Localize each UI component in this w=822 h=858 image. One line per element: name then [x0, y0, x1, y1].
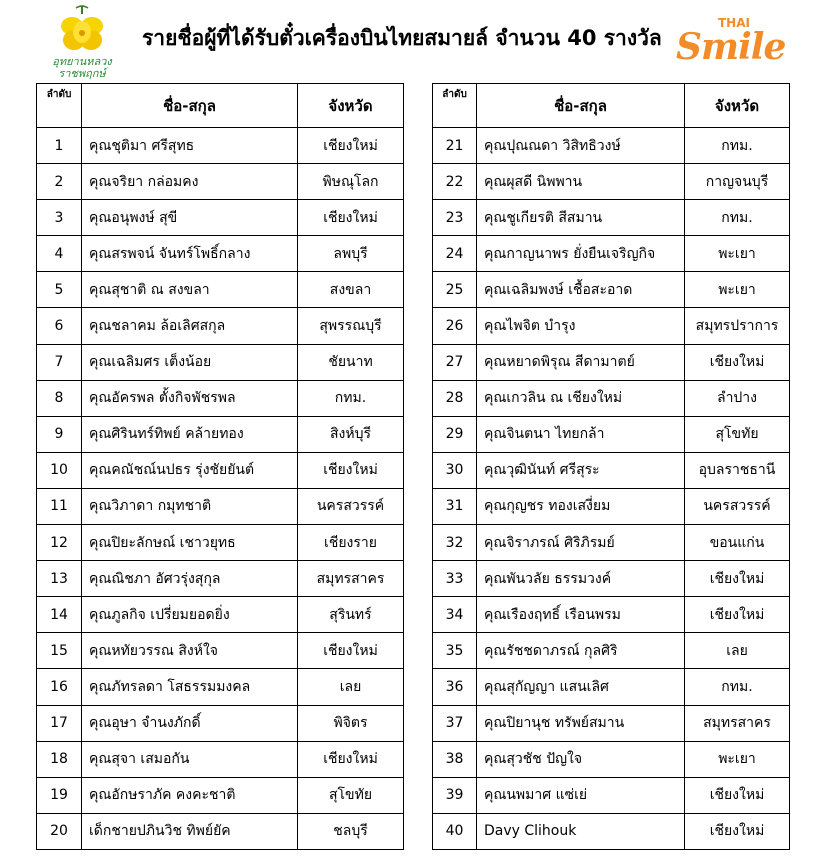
table-row [37, 416, 404, 452]
cell-no: 14 [37, 597, 82, 633]
cell-name: คุณอุษา จำนงภักดิ์ [82, 705, 298, 741]
table-row [433, 164, 790, 200]
smile-logo-word: Smile [676, 26, 786, 68]
table-row [37, 308, 404, 344]
cell-province: กทม. [685, 200, 790, 236]
cell-province: กทม. [298, 380, 404, 416]
thai-logo-prefix: THAI [718, 16, 750, 30]
cell-name: คุณรัชชดาภรณ์ กุลศิริ [477, 633, 685, 669]
park-logo-text: อุทยานหลวงราชพฤกษ์ [52, 55, 112, 80]
cell-no: 3 [37, 200, 82, 236]
table-row [433, 128, 790, 164]
cell-province: สุโขทัย [685, 416, 790, 452]
cell-name: คุณณิชภา อัศวรุ่งสุกุล [82, 561, 298, 597]
cell-no: 13 [37, 561, 82, 597]
cell-no: 38 [433, 741, 477, 777]
cell-name: คุณสรพจน์ จันทร์โพธิ์กลาง [82, 236, 298, 272]
cell-no: 11 [37, 488, 82, 524]
table-row [37, 380, 404, 416]
ratchaphruek-park-logo [40, 4, 124, 80]
table-row [37, 705, 404, 741]
cell-name: คุณสุชาติ ณ สงขลา [82, 272, 298, 308]
cell-province: สุพรรณบุรี [298, 308, 404, 344]
cell-province: เชียงใหม่ [298, 741, 404, 777]
cell-name: Davy Clihouk [477, 813, 685, 849]
table-row [433, 200, 790, 236]
cell-no: 40 [433, 813, 477, 849]
thai-smile-logo [670, 10, 786, 70]
cell-province: พิษณุโลก [298, 164, 404, 200]
cell-province: ขอนแก่น [685, 525, 790, 561]
cell-name: เด็กชายปภินวิช ทิพย์ยัค [82, 813, 298, 849]
cell-name: คุณสุจา เสมอกัน [82, 741, 298, 777]
table-row [37, 128, 404, 164]
cell-no: 30 [433, 452, 477, 488]
cell-no: 12 [37, 525, 82, 561]
cell-province: เชียงราย [298, 525, 404, 561]
cell-name: คุณเฉลิมพงษ์ เชื้อสะอาด [477, 272, 685, 308]
cell-name: คุณวิภาดา กมุทชาติ [82, 488, 298, 524]
cell-no: 27 [433, 344, 477, 380]
cell-name: คุณอักษราภัค คงคะชาติ [82, 777, 298, 813]
table-row [37, 344, 404, 380]
cell-province: เชียงใหม่ [685, 561, 790, 597]
cell-name: คุณชลาคม ล้อเลิศสกุล [82, 308, 298, 344]
table-row [37, 236, 404, 272]
cell-no: 16 [37, 669, 82, 705]
cell-name: คุณคณัชณ์นปธร รุ่งชัยยันต์ [82, 452, 298, 488]
cell-province: พะเยา [685, 236, 790, 272]
cell-no: 23 [433, 200, 477, 236]
cell-name: คุณเฉลิมศร เต็งน้อย [82, 344, 298, 380]
table-row [433, 597, 790, 633]
cell-name: คุณหยาดพิรุณ สีดามาตย์ [477, 344, 685, 380]
cell-name: คุณอนุพงษ์ สุขี [82, 200, 298, 236]
table-row [433, 633, 790, 669]
table-row [37, 597, 404, 633]
cell-no: 15 [37, 633, 82, 669]
cell-no: 17 [37, 705, 82, 741]
cell-province: กทม. [685, 669, 790, 705]
cell-province: พะเยา [685, 272, 790, 308]
cell-no: 9 [37, 416, 82, 452]
yellow-flower-icon [54, 4, 110, 58]
table-header-row [37, 84, 404, 128]
cell-no: 28 [433, 380, 477, 416]
cell-name: คุณศิรินทร์ทิพย์ คล้ายทอง [82, 416, 298, 452]
table-row [37, 777, 404, 813]
table-row [37, 813, 404, 849]
cell-name: คุณไพจิต บำรุง [477, 308, 685, 344]
cell-province: เลย [298, 669, 404, 705]
cell-name: คุณนพมาศ แซ่เย่ [477, 777, 685, 813]
cell-province: นครสวรรค์ [685, 488, 790, 524]
table-row [433, 272, 790, 308]
table-header-row [433, 84, 790, 128]
cell-no: 19 [37, 777, 82, 813]
table-row [433, 561, 790, 597]
cell-province: เชียงใหม่ [685, 597, 790, 633]
page-title: รายชื่อผู้ที่ได้รับตั๋วเครื่องบินไทยสมายล์ จำนวน 40 รางวัล [142, 26, 662, 50]
column-header-province: จังหวัด [298, 84, 404, 128]
cell-province: นครสวรรค์ [298, 488, 404, 524]
cell-province: สมุทรสาคร [298, 561, 404, 597]
cell-no: 32 [433, 525, 477, 561]
cell-name: คุณชูเกียรติ สีสมาน [477, 200, 685, 236]
cell-name: คุณภัทรลดา โสธรรมมงคล [82, 669, 298, 705]
cell-province: เชียงใหม่ [685, 813, 790, 849]
winners-table-left [36, 83, 404, 850]
cell-name: คุณเรืองฤทธิ์ เรือนพรม [477, 597, 685, 633]
cell-province: เชียงใหม่ [298, 452, 404, 488]
cell-name: คุณผุสดี นิพพาน [477, 164, 685, 200]
table-row [433, 452, 790, 488]
cell-no: 36 [433, 669, 477, 705]
cell-name: คุณปุณณดา วิสิทธิวงษ์ [477, 128, 685, 164]
table-row [433, 344, 790, 380]
cell-no: 10 [37, 452, 82, 488]
table-row [433, 741, 790, 777]
cell-province: พิจิตร [298, 705, 404, 741]
cell-province: เชียงใหม่ [298, 200, 404, 236]
cell-no: 8 [37, 380, 82, 416]
cell-province: กทม. [685, 128, 790, 164]
table-row [37, 200, 404, 236]
column-header-no: ลำดับ [433, 84, 477, 128]
table-row [433, 813, 790, 849]
cell-province: ชัยนาท [298, 344, 404, 380]
table-row [433, 416, 790, 452]
table-row [37, 488, 404, 524]
cell-no: 24 [433, 236, 477, 272]
cell-name: คุณวุฒินันท์ ศรีสุระ [477, 452, 685, 488]
table-row [37, 525, 404, 561]
table-row [37, 164, 404, 200]
cell-no: 20 [37, 813, 82, 849]
table-row [433, 705, 790, 741]
cell-no: 2 [37, 164, 82, 200]
cell-no: 35 [433, 633, 477, 669]
column-header-name: ชื่อ-สกุล [477, 84, 685, 128]
cell-no: 4 [37, 236, 82, 272]
table-row [37, 452, 404, 488]
cell-name: คุณปิยะลักษณ์ เชาวยุทธ [82, 525, 298, 561]
cell-province: อุบลราชธานี [685, 452, 790, 488]
cell-province: สมุทรปราการ [685, 308, 790, 344]
cell-province: สุรินทร์ [298, 597, 404, 633]
cell-no: 7 [37, 344, 82, 380]
cell-no: 5 [37, 272, 82, 308]
cell-name: คุณกุญชร ทองเสงี่ยม [477, 488, 685, 524]
cell-province: เชียงใหม่ [685, 777, 790, 813]
cell-province: สุโขทัย [298, 777, 404, 813]
table-row [37, 669, 404, 705]
cell-province: สงขลา [298, 272, 404, 308]
cell-no: 34 [433, 597, 477, 633]
cell-name: คุณสุกัญญา แสนเลิศ [477, 669, 685, 705]
table-row [433, 236, 790, 272]
cell-province: ลพบุรี [298, 236, 404, 272]
cell-name: คุณจินตนา ไทยกล้า [477, 416, 685, 452]
cell-province: ชลบุรี [298, 813, 404, 849]
cell-no: 22 [433, 164, 477, 200]
cell-province: เชียงใหม่ [298, 633, 404, 669]
cell-province: พะเยา [685, 741, 790, 777]
cell-no: 37 [433, 705, 477, 741]
cell-no: 26 [433, 308, 477, 344]
cell-province: เลย [685, 633, 790, 669]
winners-table-right [432, 83, 790, 850]
cell-name: คุณพันวลัย ธรรมวงค์ [477, 561, 685, 597]
column-header-no: ลำดับ [37, 84, 82, 128]
table-row [37, 272, 404, 308]
cell-no: 21 [433, 128, 477, 164]
cell-name: คุณสุวชัช ปัญใจ [477, 741, 685, 777]
cell-province: เชียงใหม่ [298, 128, 404, 164]
cell-no: 18 [37, 741, 82, 777]
cell-no: 33 [433, 561, 477, 597]
cell-no: 29 [433, 416, 477, 452]
cell-name: คุณอัครพล ตั้งกิจพัชรพล [82, 380, 298, 416]
cell-name: คุณจิราภรณ์ ศิริภิรมย์ [477, 525, 685, 561]
table-row [433, 380, 790, 416]
cell-name: คุณจริยา กล่อมคง [82, 164, 298, 200]
cell-no: 1 [37, 128, 82, 164]
cell-province: ลำปาง [685, 380, 790, 416]
cell-no: 25 [433, 272, 477, 308]
table-row [433, 488, 790, 524]
cell-province: เชียงใหม่ [685, 344, 790, 380]
cell-name: คุณหทัยวรรณ สิงห์ใจ [82, 633, 298, 669]
cell-name: คุณปิยานุช ทรัพย์สมาน [477, 705, 685, 741]
cell-province: สิงห์บุรี [298, 416, 404, 452]
table-row [37, 633, 404, 669]
cell-name: คุณกาญนาพร ยั่งยืนเจริญกิจ [477, 236, 685, 272]
cell-province: กาญจนบุรี [685, 164, 790, 200]
cell-no: 31 [433, 488, 477, 524]
table-row [433, 669, 790, 705]
cell-province: สมุทรสาคร [685, 705, 790, 741]
table-row [37, 561, 404, 597]
table-row [433, 308, 790, 344]
table-row [433, 777, 790, 813]
cell-name: คุณชุติมา ศรีสุทธ [82, 128, 298, 164]
cell-name: คุณเกวลิน ณ เชียงใหม่ [477, 380, 685, 416]
table-row [37, 741, 404, 777]
cell-name: คุณภูลกิจ เปรี่ยมยอดยิ่ง [82, 597, 298, 633]
cell-no: 39 [433, 777, 477, 813]
column-header-name: ชื่อ-สกุล [82, 84, 298, 128]
cell-no: 6 [37, 308, 82, 344]
column-header-province: จังหวัด [685, 84, 790, 128]
table-row [433, 525, 790, 561]
